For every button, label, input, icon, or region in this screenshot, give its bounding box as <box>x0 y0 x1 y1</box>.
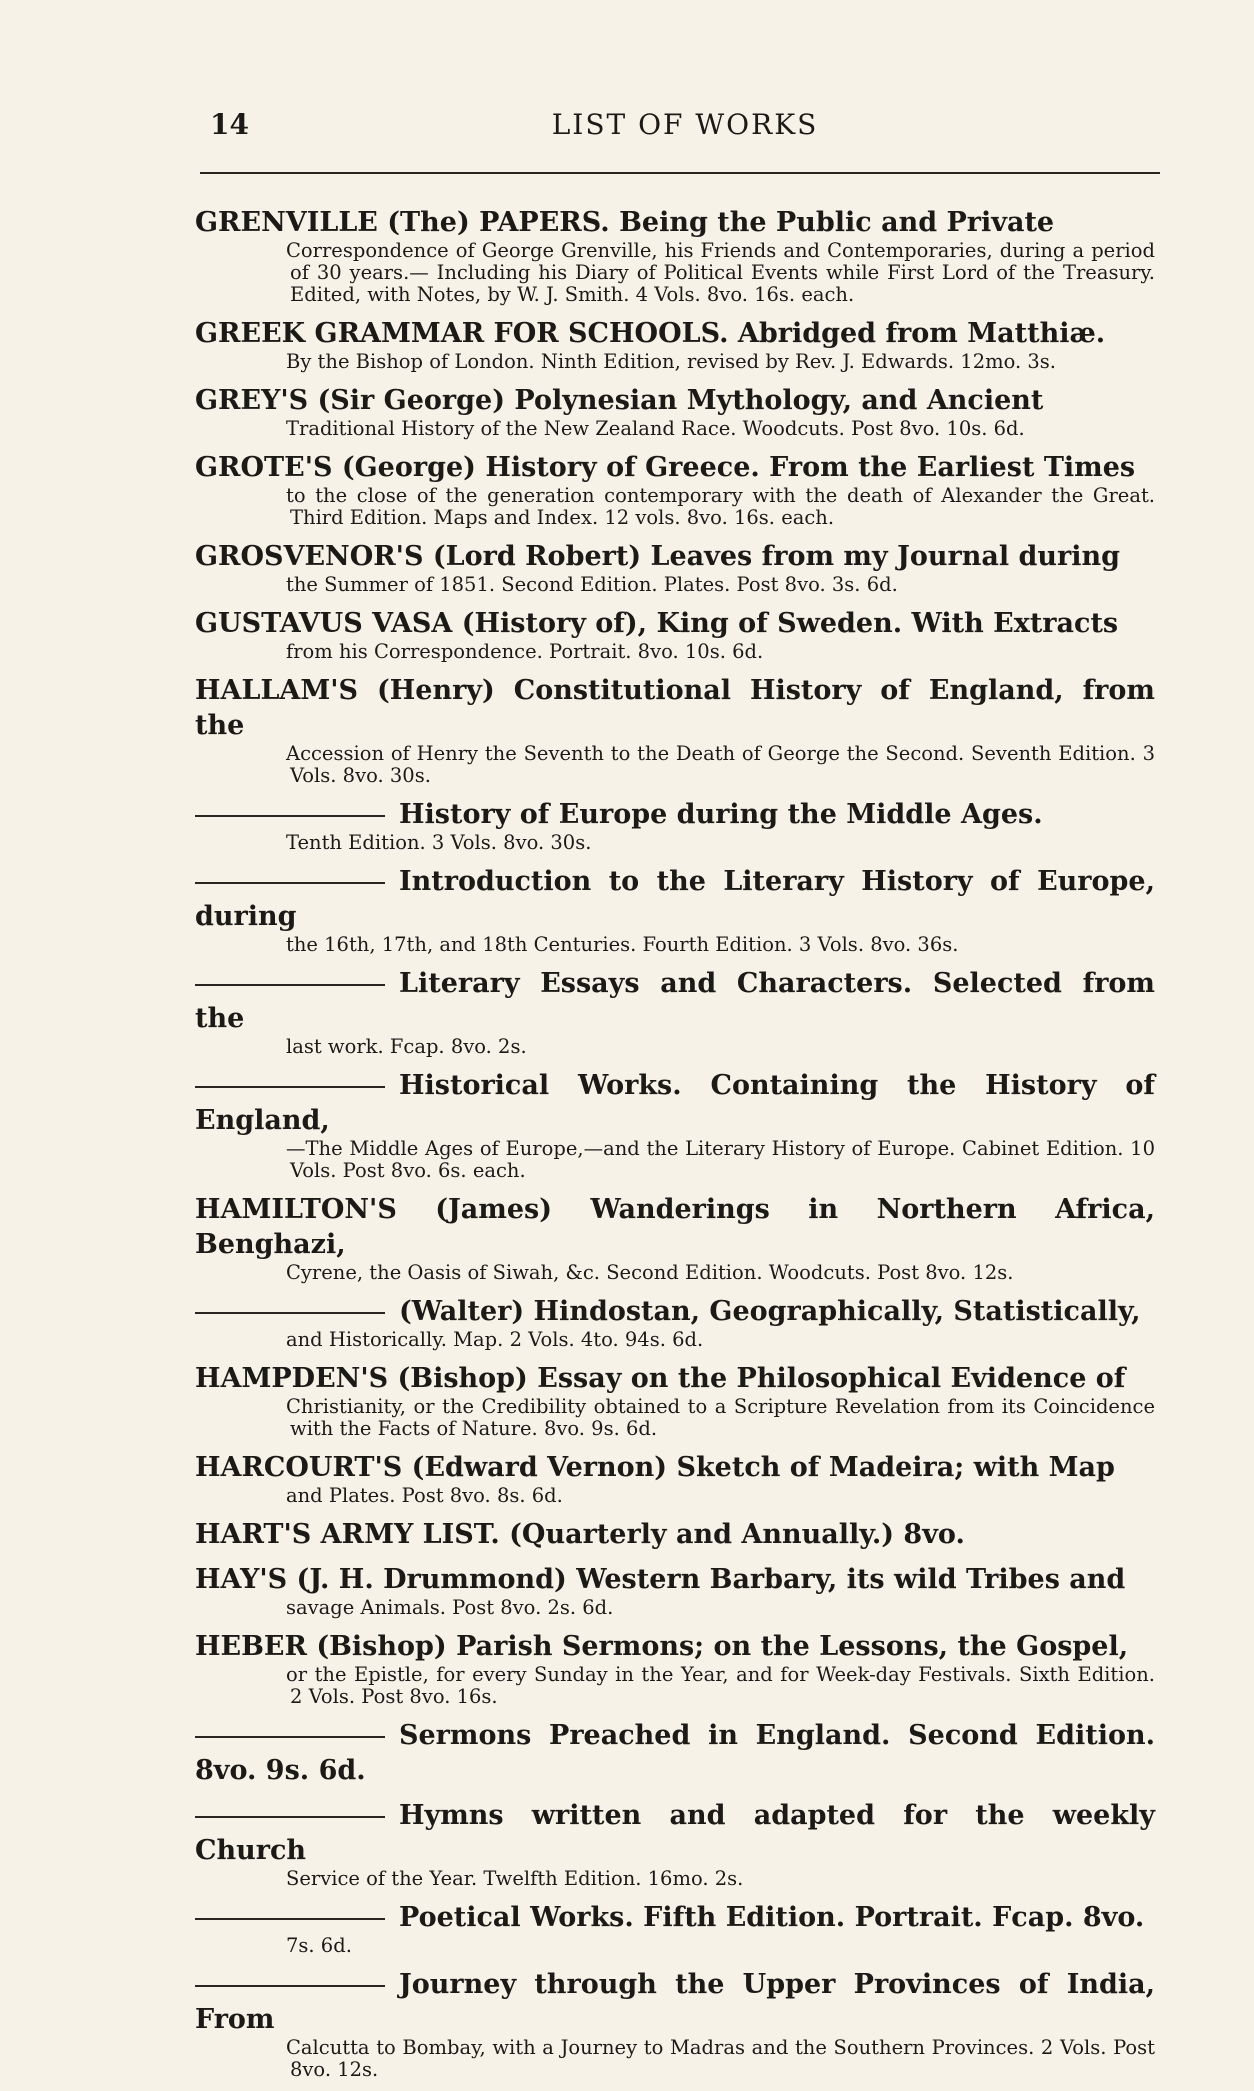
page-number: 14 <box>210 108 249 141</box>
ditto-rule <box>195 882 385 884</box>
entry-body: Tenth Edition. 3 Vols. 8vo. 30s. <box>286 831 592 854</box>
entry-grote <box>195 450 1155 529</box>
entry-head: Historical Works. Containing the History of England, <box>195 1070 1155 1136</box>
page-header <box>210 108 1160 148</box>
entry-head: GREY'S (Sir George) Polynesian Mythology, and Ancient <box>195 385 1044 416</box>
header-rule <box>200 172 1160 174</box>
entry-body: Christianity, or the Credibility obtained to a Scripture Revelation from its Coincidence with the Facts of Nature. 8vo. 9s. 6d. <box>286 1395 1155 1440</box>
entry-body: and Historically. Map. 2 Vols. 4to. 94s. 6d. <box>286 1328 704 1351</box>
entry-head: Introduction to the Literary History of Europe, during <box>195 866 1155 932</box>
entry-heber <box>195 1629 1155 1708</box>
entry-body: —The Middle Ages of Europe,—and the Literary History of Europe. Cabinet Edition. 10 Vols. Post 8vo. 6s. each. <box>286 1137 1155 1182</box>
entry-head: HAMPDEN'S (Bishop) Essay on the Philosophical Evidence of <box>195 1363 1126 1394</box>
entry-body: or the Epistle, for every Sunday in the Year, and for Week-day Festivals. Sixth Edition. 2 Vols. Post 8vo. 16s. <box>286 1663 1155 1708</box>
entry-body: Service of the Year. Twelfth Edition. 16mo. 2s. <box>286 1867 744 1890</box>
entry-hamilton-walter <box>195 1294 1155 1351</box>
entry-body: By the Bishop of London. Ninth Edition, revised by Rev. J. Edwards. 12mo. 3s. <box>286 350 1057 373</box>
entry-harcourt <box>195 1450 1155 1507</box>
entry-head: HALLAM'S (Henry) Constitutional History of England, from the <box>195 675 1155 741</box>
entry-head: HART'S ARMY LIST. (Quarterly and Annually.) 8vo. <box>195 1519 965 1550</box>
entry-head: Sermons Preached in England. Second Edition. 8vo. 9s. 6d. <box>195 1720 1155 1786</box>
entry-list <box>195 205 1155 2091</box>
entry-head: Hymns written and adapted for the weekly Church <box>195 1800 1155 1866</box>
entry-heber-journey <box>195 1967 1155 2081</box>
entry-head: HAMILTON'S (James) Wanderings in Northern Africa, Benghazi, <box>195 1194 1155 1260</box>
entry-head: GREEK GRAMMAR FOR SCHOOLS. Abridged from Matthiæ. <box>195 318 1106 349</box>
page-title: LIST OF WORKS <box>551 108 819 141</box>
entry-hart <box>195 1517 1155 1552</box>
entry-body: to the close of the generation contemporary with the death of Alexander the Great. Third Edition. Maps and Index. 12 vols. 8vo. 16s. each. <box>286 484 1155 529</box>
entry-hallam-essays <box>195 966 1155 1058</box>
entry-head: History of Europe during the Middle Ages. <box>399 799 1043 830</box>
entry-gustavus <box>195 606 1155 663</box>
entry-head: GROTE'S (George) History of Greece. From the Earliest Times <box>195 452 1136 483</box>
entry-head: (Walter) Hindostan, Geographically, Statistically, <box>399 1296 1141 1327</box>
entry-greek-grammar <box>195 316 1155 373</box>
entry-body: the Summer of 1851. Second Edition. Plates. Post 8vo. 3s. 6d. <box>286 573 898 596</box>
entry-hallam-europe <box>195 797 1155 854</box>
entry-head: GRENVILLE (The) PAPERS. Being the Public and Private <box>195 207 1055 238</box>
ditto-rule <box>195 815 385 817</box>
entry-head: Poetical Works. Fifth Edition. Portrait. Fcap. 8vo. <box>399 1902 1145 1933</box>
entry-heber-poetical <box>195 1900 1155 1957</box>
entry-body: Accession of Henry the Seventh to the Death of George the Second. Seventh Edition. 3 Vols. 8vo. 30s. <box>286 742 1155 787</box>
entry-head: HEBER (Bishop) Parish Sermons; on the Lessons, the Gospel, <box>195 1631 1129 1662</box>
ditto-rule <box>195 984 385 986</box>
ditto-rule <box>195 1918 385 1920</box>
entry-grenville <box>195 205 1155 306</box>
entry-hamilton <box>195 1192 1155 1284</box>
entry-body: Cyrene, the Oasis of Siwah, &c. Second Edition. Woodcuts. Post 8vo. 12s. <box>286 1261 1014 1284</box>
entry-body: Calcutta to Bombay, with a Journey to Madras and the Southern Provinces. 2 Vols. Post 8vo. 12s. <box>286 2036 1155 2081</box>
ditto-rule <box>195 1736 385 1738</box>
entry-hallam-works <box>195 1068 1155 1182</box>
entry-head: GUSTAVUS VASA (History of), King of Sweden. With Extracts <box>195 608 1119 639</box>
entry-body: and Plates. Post 8vo. 8s. 6d. <box>286 1484 563 1507</box>
entry-body: savage Animals. Post 8vo. 2s. 6d. <box>286 1596 614 1619</box>
entry-heber-hymns <box>195 1798 1155 1890</box>
entry-hampden <box>195 1361 1155 1440</box>
entry-head: HARCOURT'S (Edward Vernon) Sketch of Madeira; with Map <box>195 1452 1115 1483</box>
entry-body: last work. Fcap. 8vo. 2s. <box>286 1035 527 1058</box>
ditto-rule <box>195 1816 385 1818</box>
entry-heber-sermons <box>195 1718 1155 1788</box>
entry-head: Journey through the Upper Provinces of India, From <box>195 1969 1155 2035</box>
ditto-rule <box>195 1985 385 1987</box>
entry-body: Traditional History of the New Zealand Race. Woodcuts. Post 8vo. 10s. 6d. <box>286 417 1025 440</box>
entry-body: the 16th, 17th, and 18th Centuries. Fourth Edition. 3 Vols. 8vo. 36s. <box>286 933 959 956</box>
entry-hay <box>195 1562 1155 1619</box>
entry-body: from his Correspondence. Portrait. 8vo. 10s. 6d. <box>286 640 764 663</box>
entry-body: Correspondence of George Grenville, his Friends and Contemporaries, during a period of 30 years.— Including his Diary of Political Events while First Lord of the Treasury. Edited, with Notes, by W. J. Smith. 4 Vols. 8vo. 16s. each. <box>286 239 1155 306</box>
entry-grey <box>195 383 1155 440</box>
ditto-rule <box>195 1312 385 1314</box>
entry-body: 7s. 6d. <box>286 1934 352 1957</box>
ditto-rule <box>195 1086 385 1088</box>
entry-head: HAY'S (J. H. Drummond) Western Barbary, its wild Tribes and <box>195 1564 1126 1595</box>
entry-head: GROSVENOR'S (Lord Robert) Leaves from my Journal during <box>195 541 1121 572</box>
entry-hallam <box>195 673 1155 787</box>
entry-hallam-literary-history <box>195 864 1155 956</box>
entry-grosvenor <box>195 539 1155 596</box>
entry-head: Literary Essays and Characters. Selected from the <box>195 968 1155 1034</box>
